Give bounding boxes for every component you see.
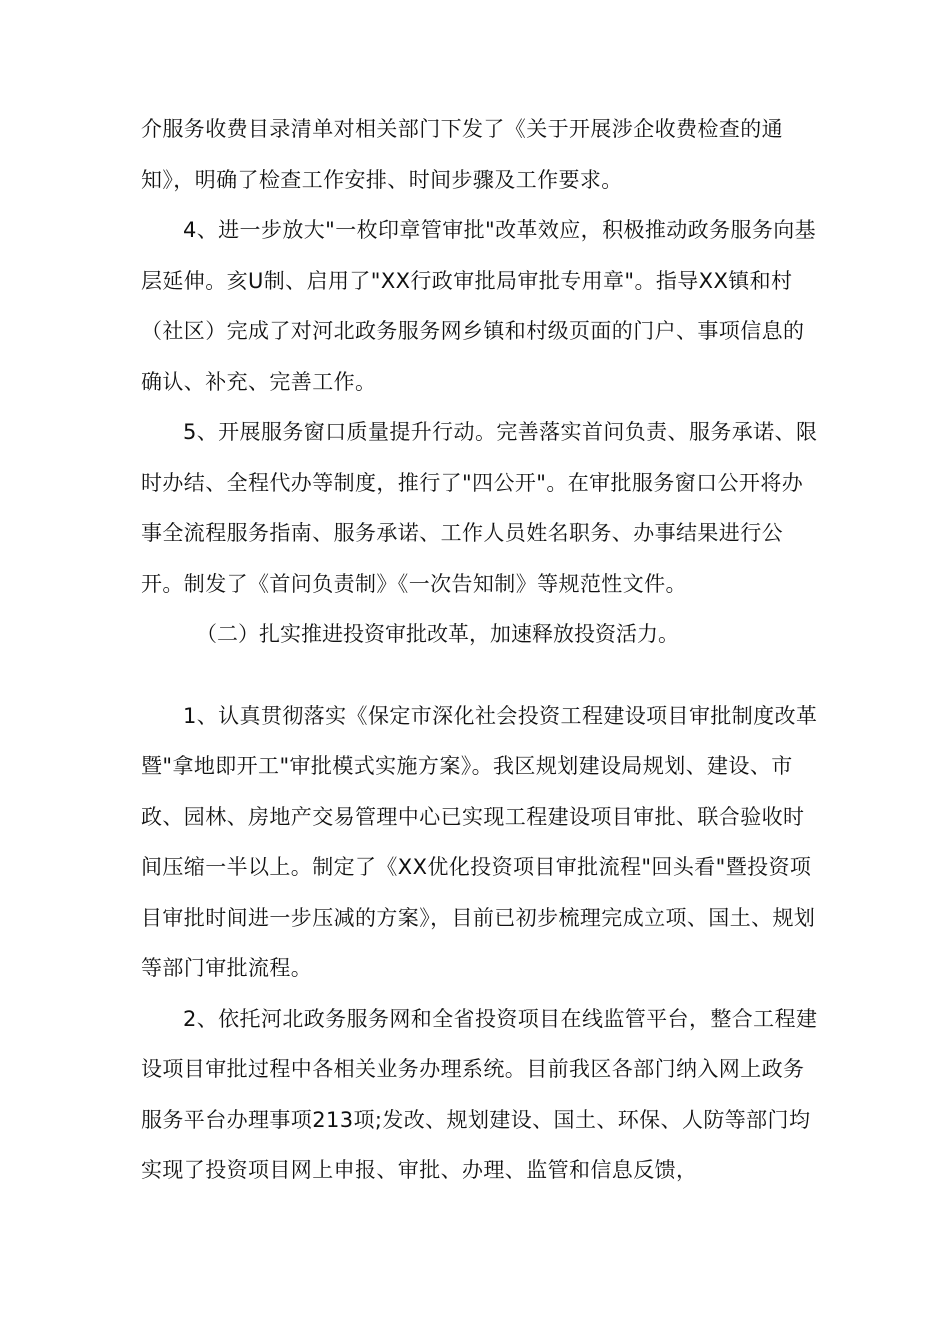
section-heading: （二）扎实推进投资审批改革，加速释放投资活力。 [196, 622, 679, 646]
paragraph-item-4: 4、进一步放大"一枚印章管审批"改革效应，积极推动政务服务向基层延伸。亥U制、启用了"XX行政审批局审批专用章"。指导XX镇和村（社区）完成了对河北政务服务网乡镇和村级页面的门户、事项信息的确认、补充、完善工作。 [141, 218, 817, 394]
document-body [141, 104, 821, 1196]
paragraph-continuation: 介服务收费目录清单对相关部门下发了《关于开展涉企收费检查的通知》，明确了检查工作安排、时间步骤及工作要求。 [141, 117, 783, 192]
paragraph-item-2: 2、依托河北政务服务网和全省投资项目在线监管平台，整合工程建设项目审批过程中各相关业务办理系统。目前我区各部门纳入网上政务服务平台办理事项213项;发改、规划建设、国土、环保、人防等部门均实现了投资项目网上申报、审批、办理、监管和信息反馈， [141, 1006, 818, 1182]
paragraph-item-5: 5、开展服务窗口质量提升行动。完善落实首问负责、服务承诺、限时办结、全程代办等制度，推行了"四公开"。在审批服务窗口公开将办事全流程服务指南、服务承诺、工作人员姓名职务、办事结果进行公开。制发了《首问负责制》《一次告知制》等规范性文件。 [141, 420, 818, 596]
paragraph-item-1: 1、认真贯彻落实《保定市深化社会投资工程建设项目审批制度改革暨"拿地即开工"审批模式实施方案》。我区规划建设局规划、建设、市政、园林、房地产交易管理中心已实现工程建设项目审批、联合验收时间压缩一半以上。制定了《XX优化投资项目审批流程"回头看"暨投资项目审批时间进一步压减的方案》，目前已初步梳理完成立项、国土、规划等部门审批流程。 [141, 703, 818, 980]
